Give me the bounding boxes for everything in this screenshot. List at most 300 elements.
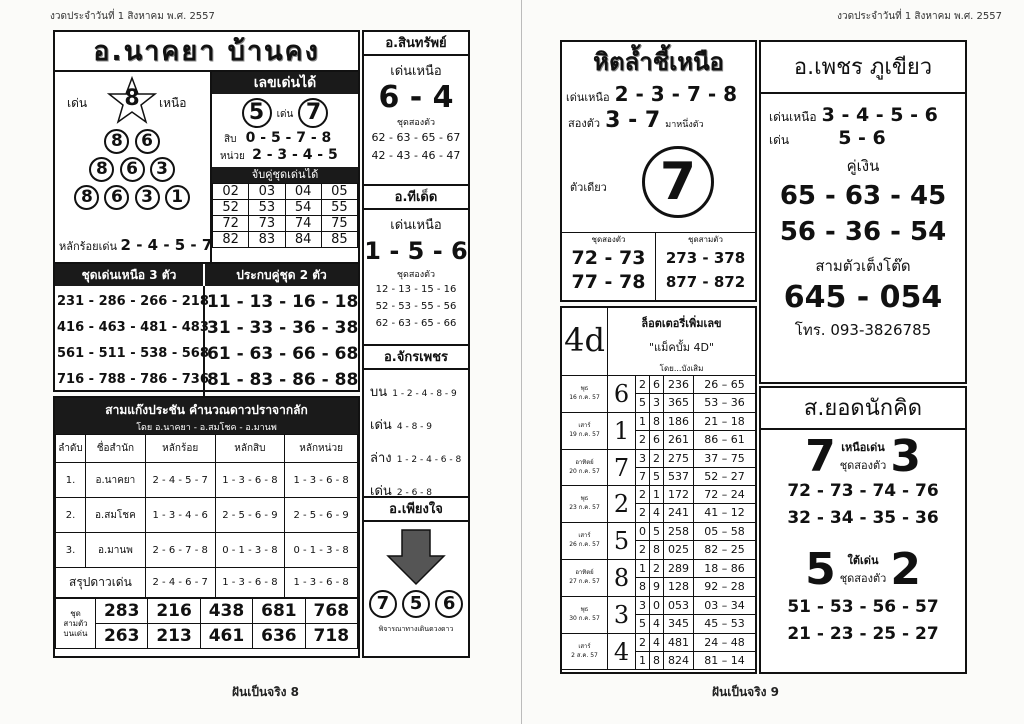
fourd-cell: 345	[668, 616, 689, 630]
lead-b: 7	[298, 98, 328, 128]
fourd-col-d	[694, 450, 755, 486]
side-column	[362, 30, 470, 658]
nakaya-title: อ.นาคยา บ้านคง	[55, 32, 358, 72]
fourd-cell: 4	[653, 616, 660, 630]
pair-cell: 72	[213, 216, 249, 232]
fourd-cell: 1	[639, 653, 646, 667]
yod-title: ส.ยอดนักคิด	[761, 388, 965, 430]
phet-triple-label: สามตัวเต็งโต๊ด	[815, 257, 911, 275]
fourd-day: อาทิตย์	[575, 458, 594, 466]
hit-two-note: มาหนึ่งตัว	[665, 120, 704, 130]
fourd-cell: 8	[639, 579, 646, 593]
lead-mid: เด่น	[276, 109, 294, 120]
yod-b-sub: ชุดสองตัว	[839, 572, 887, 585]
th-tens: หลักสิบ	[215, 435, 285, 463]
fourd-col-b	[650, 560, 664, 596]
units-value: 2 - 3 - 4 - 5	[252, 147, 338, 163]
fourd-cell: 92 – 28	[704, 579, 745, 593]
fourd-cell: 8	[653, 543, 660, 557]
yod-a-big: 7	[805, 430, 836, 482]
two-row: 31 - 33 - 36 - 38	[207, 318, 359, 338]
phet-title: อ.เพชร ภูเขียว	[761, 42, 965, 94]
pair-cell: 83	[249, 232, 285, 248]
lead-a: 5	[242, 98, 272, 128]
three-row: 231 - 286 - 266 - 218	[57, 294, 209, 309]
fourd-cell: 025	[668, 543, 689, 557]
cell: อ.นาคยา	[85, 463, 145, 498]
yod-a-row	[761, 430, 965, 482]
fourd-cell: 37 – 75	[694, 450, 755, 468]
nakaya-box	[53, 30, 360, 392]
fourd-cell: 5	[639, 396, 646, 409]
fourd-row	[562, 523, 755, 560]
three-row: 716 - 788 - 786 - 736	[57, 372, 209, 387]
cell: 718	[305, 624, 357, 649]
tidet-big: 1 - 5 - 6	[364, 237, 468, 265]
phet-lead-value: 3 - 4 - 5 - 6	[821, 104, 938, 126]
pyramid-cell: 8	[104, 129, 129, 154]
hit-title: หิตล้ำชี้เหนือ	[593, 48, 724, 76]
fourd-big: 3	[608, 597, 636, 633]
yod-a-mid: เหนือเด่น	[841, 441, 885, 454]
fourd-cell: 4	[653, 506, 660, 520]
jak-title: อ.จักรเพชร	[364, 346, 468, 370]
fourd-col-c	[664, 634, 694, 670]
fourd-cell: 4	[650, 634, 663, 652]
phet-triple-value: 645 - 054	[783, 280, 943, 315]
two-row: 61 - 63 - 66 - 68	[207, 344, 359, 364]
cell: 438	[200, 599, 252, 624]
cell: 461	[200, 624, 252, 649]
pyramid-cell: 3	[150, 157, 175, 182]
fourd-day: อาทิตย์	[575, 568, 594, 576]
fourd-rows	[562, 376, 755, 670]
fourd-col-d	[694, 413, 755, 449]
cell: 0 - 1 - 3 - 8	[285, 533, 358, 568]
cell: 2.	[56, 498, 86, 533]
pairs-row	[213, 184, 358, 200]
fourd-col-a	[636, 376, 650, 412]
fourd-cell: 2	[639, 543, 646, 557]
pair-cell: 85	[321, 232, 357, 248]
hit-box	[560, 40, 757, 302]
sinsap-r2: 42 - 43 - 46 - 47	[371, 149, 461, 162]
hit-single-label: ตัวเดียว	[570, 181, 607, 194]
sets-body	[55, 286, 358, 396]
fourd-col-c	[664, 450, 694, 486]
bottom-row	[56, 599, 358, 624]
yod-a-sub: ชุดสองตัว	[839, 459, 887, 472]
fourd-big: 4	[608, 634, 636, 670]
fourd-date: 30 ก.ค. 57	[569, 614, 600, 622]
fourd-cell: 41 – 12	[704, 506, 745, 520]
tidet-sub: ชุดสองตัว	[396, 270, 436, 280]
cell: 263	[96, 624, 148, 649]
fourd-row	[562, 560, 755, 597]
right-footer: ฝันเป็นจริง 9	[712, 685, 780, 699]
hit-lead-row	[562, 82, 755, 106]
cell: 2 - 6 - 7 - 8	[145, 533, 215, 568]
pair-cell: 53	[249, 200, 285, 216]
pair-cell: 74	[285, 216, 321, 232]
jak-row	[370, 409, 468, 442]
cell: 1 - 3 - 4 - 6	[145, 498, 215, 533]
fourd-cell: 24 – 48	[694, 634, 755, 652]
fourd-day: เสาร์	[578, 421, 591, 429]
sinsap-title: อ.สินทรัพย์	[364, 32, 468, 56]
fourd-day: พุธ	[580, 495, 589, 503]
hit-triple-col	[656, 233, 755, 300]
lead-title: เลขเด่นได้	[212, 72, 358, 94]
th-hundreds: หลักร้อย	[145, 435, 215, 463]
pair-cell: 52	[213, 200, 249, 216]
fourd-col-a	[636, 486, 650, 522]
yod-b-mid: ใต้เด่น	[847, 554, 879, 567]
hit-sets	[562, 232, 755, 300]
th-units: หลักหน่วย	[285, 435, 358, 463]
lead-section	[210, 72, 358, 262]
fourd-cell: 537	[668, 469, 689, 483]
fourd-cell: 72 – 24	[694, 486, 755, 504]
phiang-num: 5	[402, 590, 430, 618]
fourd-cell: 5	[639, 616, 646, 630]
schools-title: สามแก๊งประชัน คำนวณดาวปราจากลัก	[105, 403, 308, 417]
fourd-date: 20 ก.ค. 57	[569, 467, 600, 475]
school-row	[56, 533, 358, 568]
fourd-date-cell	[562, 486, 608, 522]
fourd-col-a	[636, 450, 650, 486]
cell: 0 - 1 - 3 - 8	[215, 533, 285, 568]
yod-box	[759, 386, 967, 674]
fourd-cell: 2	[650, 450, 663, 468]
pairs-row	[213, 232, 358, 248]
fourd-col-d	[694, 486, 755, 522]
school-row	[56, 463, 358, 498]
jak-label: ล่าง	[370, 451, 392, 466]
fourd-date: 27 ก.ค. 57	[569, 577, 600, 585]
cell: 1 - 3 - 6 - 8	[285, 463, 358, 498]
star-number: 8	[124, 86, 140, 111]
fourd-cell: 05 – 58	[694, 523, 755, 541]
fourd-cell: 481	[664, 634, 693, 652]
schools-head-row	[56, 435, 358, 463]
fourd-cell: 275	[664, 450, 693, 468]
pair-cell: 04	[285, 184, 321, 200]
fourd-cell: 6	[650, 376, 663, 394]
fourd-cell: 5	[650, 523, 663, 541]
fourd-cell: 81 – 14	[704, 653, 745, 667]
fourd-date: 16 ก.ค. 57	[569, 394, 600, 401]
fourd-col-d	[694, 634, 755, 670]
fourd-col-d	[694, 376, 755, 412]
fourd-cell: 2	[650, 560, 663, 578]
fourd-col-c	[664, 486, 694, 522]
cell: 3.	[56, 533, 86, 568]
two-row: 81 - 83 - 86 - 88	[207, 370, 359, 390]
phiang-num: 7	[369, 590, 397, 618]
schools-subtitle: โดย อ.นาคยา - อ.สมโชค - อ.มานพ	[136, 423, 277, 433]
fourd-big: 2	[608, 486, 636, 522]
school-row	[56, 498, 358, 533]
sets-titles	[55, 264, 358, 286]
phiang-note: พิจารณาทางเดินดวงดาว	[378, 625, 454, 633]
three-row: 416 - 463 - 481 - 483	[57, 320, 209, 335]
fourd-row	[562, 450, 755, 487]
phet-phone: โทร. 093-3826785	[794, 321, 932, 339]
cell: 1 - 3 - 6 - 8	[215, 568, 285, 598]
fourd-cell: 8	[650, 413, 663, 431]
yod-b-big2: 2	[890, 543, 921, 595]
arrow-down-icon	[386, 528, 446, 586]
two-title: ประกบคู่ชุด 2 ตัว	[205, 264, 358, 286]
tens-value: 0 - 5 - 7 - 8	[245, 130, 332, 146]
fourd-col-a	[636, 560, 650, 596]
fourd-day: พุธ	[580, 605, 589, 613]
fourd-cell: 261	[668, 432, 689, 446]
fourd-cell: 3	[636, 597, 649, 615]
fourd-row	[562, 376, 755, 413]
fourd-cell: 1	[636, 560, 649, 578]
fourd-cell: 45 – 53	[704, 616, 745, 630]
pair-cell: 03	[249, 184, 285, 200]
fourd-cell: 0	[650, 597, 663, 615]
hit-pair-col	[562, 233, 656, 300]
phet-pair-label: คู่เงิน	[846, 157, 880, 175]
fourd-row	[562, 634, 755, 671]
fourd-cell: 2	[636, 634, 649, 652]
fourd-row	[562, 597, 755, 634]
fourd-col-a	[636, 597, 650, 633]
phiang-nums	[364, 590, 468, 618]
bottom-sets	[55, 598, 358, 649]
fourd-cell: 3	[653, 396, 660, 409]
fourd-logo: 4d	[562, 308, 608, 375]
fourd-cell: 1	[650, 486, 663, 504]
fourd-cell: 0	[636, 523, 649, 541]
fourd-col-c	[664, 523, 694, 559]
three-row: 561 - 511 - 538 - 568	[57, 346, 209, 361]
fourd-date-cell	[562, 597, 608, 633]
yod-a-mid-wrap	[840, 438, 887, 474]
phiang-num: 6	[435, 590, 463, 618]
pyramid-cell: 6	[120, 157, 145, 182]
fourd-cell: 53 – 36	[704, 396, 745, 409]
hit-triple-label: ชุดสามตัว	[688, 235, 723, 244]
jak-value: 1 - 2 - 4 - 8 - 9	[392, 389, 457, 399]
hit-two-label: สองตัว	[568, 117, 601, 130]
tidet-r3: 62 - 63 - 65 - 66	[375, 318, 457, 329]
fourd-cell: 258	[664, 523, 693, 541]
fourd-cell: 5	[653, 469, 660, 483]
phiang-title: อ.เพียงใจ	[364, 498, 468, 522]
fourd-big: 1	[608, 413, 636, 449]
cell: 2 - 4 - 5 - 7	[145, 463, 215, 498]
fourd-col-b	[650, 450, 664, 486]
fourd-col-b	[650, 597, 664, 633]
star-suffix: เหนือ	[159, 96, 187, 110]
jak-value: 2 - 6 - 8	[396, 488, 432, 498]
hit-pair-label: ชุดสองตัว	[591, 235, 626, 244]
star-prefix: เด่น	[67, 96, 88, 110]
phet-lead2-value: 5 - 6	[838, 127, 886, 149]
fourd-col-d	[694, 597, 755, 633]
cell: 681	[253, 599, 305, 624]
fourd-cell: 52 – 27	[704, 469, 745, 483]
sinsap-r1: 62 - 63 - 65 - 67	[371, 131, 461, 144]
pyramid-row	[55, 157, 209, 182]
cell: 2 - 4 - 6 - 7	[145, 568, 215, 598]
fourd-date-cell	[562, 450, 608, 486]
phet-lead-label: เด่นเหนือ	[769, 110, 817, 124]
yod-a-r2: 32 - 34 - 35 - 36	[787, 508, 939, 528]
tidet-box	[364, 186, 468, 346]
fourd-box	[560, 306, 757, 674]
cell: 2 - 5 - 6 - 9	[285, 498, 358, 533]
fourd-date-cell	[562, 376, 608, 412]
schools-box	[53, 396, 360, 658]
sinsap-lead: เด่นเหนือ	[390, 64, 442, 79]
fourd-date-cell	[562, 413, 608, 449]
fourd-date: 26 ก.ค. 57	[569, 541, 600, 549]
units-label: หน่วย	[220, 151, 245, 162]
phet-lead-row	[761, 94, 965, 127]
fourd-cell: 365	[668, 396, 689, 409]
pair-cell: 82	[213, 232, 249, 248]
cell: 1 - 3 - 6 - 8	[215, 463, 285, 498]
fourd-cell: 236	[664, 376, 693, 394]
tidet-r2: 52 - 53 - 55 - 56	[375, 301, 457, 312]
pyramid-cell: 1	[165, 185, 190, 210]
fourd-date: 2 ส.ค. 57	[571, 651, 598, 659]
hit-two-value: 3 - 7	[605, 108, 661, 133]
three-title: ชุดเด่นเหนือ 3 ตัว	[55, 264, 205, 286]
sets-section	[55, 262, 358, 396]
cell: อ.มานพ	[85, 533, 145, 568]
pyramid-cell: 3	[135, 185, 160, 210]
fourd-col-b	[650, 634, 664, 670]
fourd-by: โดย...บังเสิม	[659, 364, 704, 373]
fourd-day: เสาร์	[578, 642, 591, 650]
cell: 216	[148, 599, 200, 624]
fourd-big: 8	[608, 560, 636, 596]
fourd-cell: 241	[668, 506, 689, 520]
pyramid-row	[55, 185, 209, 210]
fourd-cell: 2	[636, 376, 649, 394]
pairs-table	[212, 183, 358, 248]
fourd-col-a	[636, 634, 650, 670]
schools-table	[55, 434, 358, 598]
schools-header	[55, 398, 358, 434]
fourd-cell: 289	[664, 560, 693, 578]
cell: 1.	[56, 463, 86, 498]
fourd-cell: 9	[653, 579, 660, 593]
pyramid-cell: 6	[135, 129, 160, 154]
right-page	[522, 0, 1024, 724]
cell: 1 - 3 - 6 - 8	[285, 568, 358, 598]
fourd-cell: 2	[639, 432, 646, 446]
fourd-col-b	[650, 486, 664, 522]
fourd-col-d	[694, 523, 755, 559]
fourd-cell: 186	[664, 413, 693, 431]
tidet-r1: 12 - 13 - 15 - 16	[375, 284, 457, 295]
fourd-col-c	[664, 597, 694, 633]
pairs-row	[213, 216, 358, 232]
pyramid-cell: 8	[89, 157, 114, 182]
yod-b-r1: 51 - 53 - 56 - 57	[787, 597, 939, 617]
fourd-col-b	[650, 376, 664, 412]
hit-pair-r1: 72 - 73	[571, 247, 646, 269]
fourd-big: 5	[608, 523, 636, 559]
tidet-title: อ.ทีเด็ด	[364, 186, 468, 210]
hit-pair-r2: 77 - 78	[571, 271, 646, 293]
hundreds-label: หลักร้อยเด่น	[59, 240, 118, 253]
fourd-cell: 172	[664, 486, 693, 504]
hit-single-value: 7	[642, 146, 714, 218]
sinsap-big: 6 - 4	[378, 80, 454, 115]
yod-b-big: 5	[805, 543, 836, 595]
fourd-cell: 7	[639, 469, 646, 483]
yod-a-big2: 3	[890, 430, 921, 482]
jak-list	[364, 370, 468, 508]
yod-b-mid-wrap	[840, 551, 887, 587]
sinsap-box	[364, 32, 468, 186]
hit-lead-label: เด่นเหนือ	[566, 91, 610, 104]
bottom-label-3: บนเด่น	[63, 628, 88, 638]
fourd-date-cell	[562, 634, 608, 670]
hit-triple-r2: 877 - 872	[665, 273, 746, 291]
pyramid	[55, 129, 209, 210]
pyramid-cell: 8	[74, 185, 99, 210]
left-footer: ฝันเป็นจริง 8	[232, 685, 300, 699]
fourd-col-a	[636, 413, 650, 449]
jak-row	[370, 376, 468, 409]
jak-value: 4 - 8 - 9	[396, 422, 432, 432]
fourd-col-c	[664, 413, 694, 449]
sinsap-sub: ชุดสองตัว	[396, 118, 436, 128]
fourd-cell: 128	[668, 579, 689, 593]
pairs-title: จับคู่ชุดเด่นได้	[212, 167, 358, 183]
hit-lead-value: 2 - 3 - 7 - 8	[614, 82, 737, 106]
fourd-cell: 1	[636, 413, 649, 431]
three-list	[55, 286, 209, 396]
phet-pair-r1: 65 - 63 - 45	[779, 181, 947, 211]
fourd-title: ล็อตเตอรี่เพิ่มเลข	[641, 317, 722, 330]
fourd-date-cell	[562, 523, 608, 559]
fourd-header	[562, 308, 755, 376]
phet-pair-r2: 56 - 36 - 54	[779, 217, 947, 247]
cell: 283	[96, 599, 148, 624]
fourd-big: 7	[608, 450, 636, 486]
hundreds-row	[59, 236, 212, 255]
pair-cell: 84	[285, 232, 321, 248]
fourd-row	[562, 486, 755, 523]
yod-a-r1: 72 - 73 - 74 - 76	[787, 481, 939, 501]
fourd-col-d	[694, 560, 755, 596]
cell: 636	[253, 624, 305, 649]
pair-cell: 73	[249, 216, 285, 232]
fourd-subtitle: "แม็คบั้ม 4D"	[648, 341, 715, 354]
pyramid-row	[55, 129, 209, 154]
hit-two-row	[562, 108, 755, 133]
two-list	[205, 286, 358, 396]
phiang-box	[364, 498, 468, 654]
pairs-row	[213, 200, 358, 216]
bottom-label	[56, 599, 96, 649]
fourd-cell: 2	[636, 486, 649, 504]
fourd-cell: 053	[664, 597, 693, 615]
fourd-col-b	[650, 523, 664, 559]
pair-cell: 05	[321, 184, 357, 200]
